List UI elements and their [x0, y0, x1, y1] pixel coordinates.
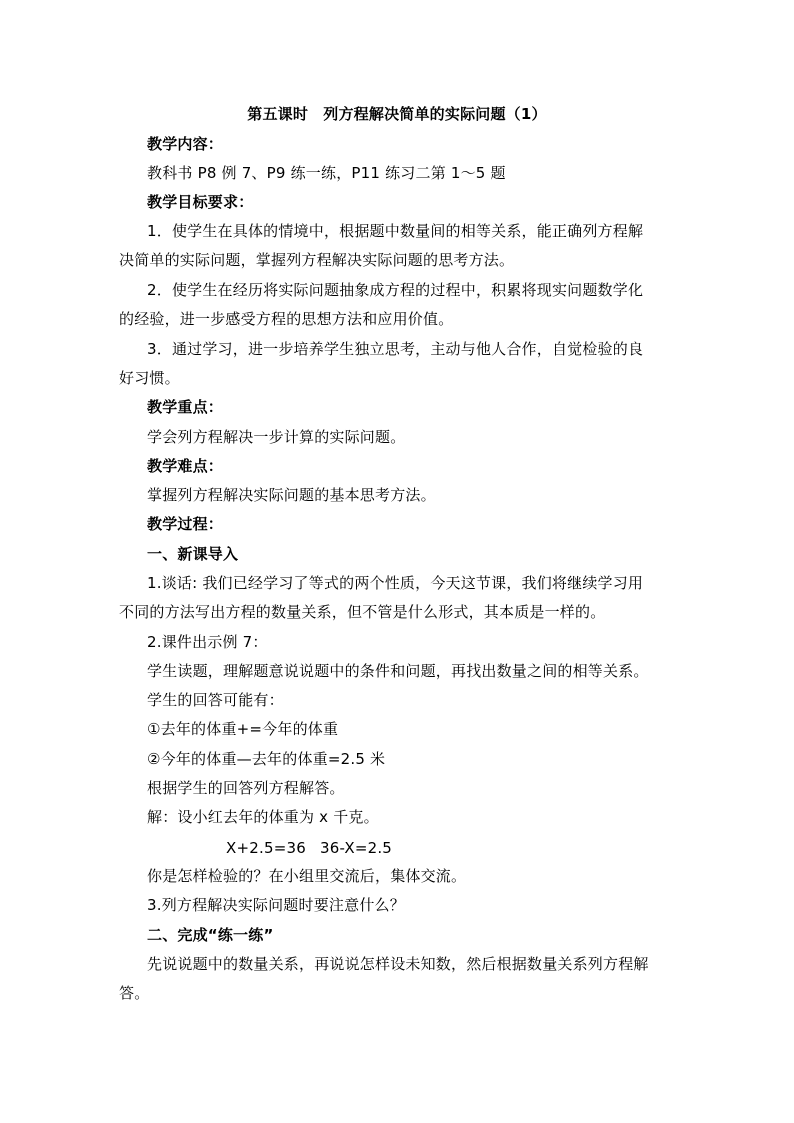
section-2-heading: 二、完成“练一练”	[147, 926, 274, 944]
goal-1-line-2: 决简单的实际问题，掌握列方程解决实际问题的思考方法。	[119, 251, 515, 269]
s2-paragraph-1-line-1: 先说说题中的数量关系，再说说怎样设未知数，然后根据数量关系列方程解	[147, 955, 649, 973]
s1-paragraph-5: ①去年的体重+=今年的体重	[147, 720, 339, 738]
goal-2-line-2: 的经验，进一步感受方程的思想方法和应用价值。	[119, 310, 454, 328]
s1-paragraph-3: 学生读题，理解题意说说题中的条件和问题，再找出数量之间的相等关系。	[147, 662, 649, 680]
goals-heading: 教学目标要求：	[147, 193, 254, 211]
s1-paragraph-8: 解：设小红去年的体重为 x 千克。	[147, 808, 379, 826]
section-1-heading: 一、新课导入	[147, 545, 239, 563]
key-text: 学会列方程解决一步计算的实际问题。	[147, 428, 406, 446]
content-text: 教科书 P8 例 7、P9 练一练，P11 练习二第 1～5 题	[147, 164, 506, 182]
process-heading: 教学过程：	[147, 515, 224, 533]
s2-paragraph-1-line-2: 答。	[119, 984, 150, 1002]
goal-3-line-2: 好习惯。	[119, 369, 180, 387]
s1-paragraph-9: 你是怎样检验的？在小组里交流后，集体交流。	[147, 867, 467, 885]
s1-paragraph-7: 根据学生的回答列方程解答。	[147, 779, 345, 797]
goal-1-line-1: 1．使学生在具体的情境中，根据题中数量间的相等关系，能正确列方程解	[147, 222, 644, 240]
equation-2: 36-X=2.5	[320, 839, 393, 857]
s1-paragraph-1-line-2: 不同的方法写出方程的数量关系，但不管是什么形式，其本质是一样的。	[119, 603, 606, 621]
s1-paragraph-4: 学生的回答可能有：	[147, 691, 284, 709]
s1-paragraph-2: 2.课件出示例 7：	[147, 633, 268, 651]
s1-paragraph-1-line-1: 1.谈话: 我们已经学习了等式的两个性质，今天这节课，我们将继续学习用	[147, 574, 644, 592]
content-heading: 教学内容：	[147, 135, 224, 153]
goal-3-line-1: 3．通过学习，进一步培养学生独立思考，主动与他人合作，自觉检验的良	[147, 340, 644, 358]
s1-paragraph-10: 3.列方程解决实际问题时要注意什么？	[147, 896, 405, 914]
lesson-title: 第五课时 列方程解决简单的实际问题（1）	[247, 105, 547, 123]
equation-1: X+2.5=36	[226, 839, 306, 857]
s1-paragraph-6: ②今年的体重—去年的体重=2.5 米	[147, 750, 386, 768]
key-heading: 教学重点：	[147, 398, 224, 416]
difficulty-heading: 教学难点：	[147, 457, 224, 475]
difficulty-text: 掌握列方程解决实际问题的基本思考方法。	[147, 486, 436, 504]
goal-2-line-1: 2．使学生在经历将实际问题抽象成方程的过程中，积累将现实问题数学化	[147, 281, 644, 299]
